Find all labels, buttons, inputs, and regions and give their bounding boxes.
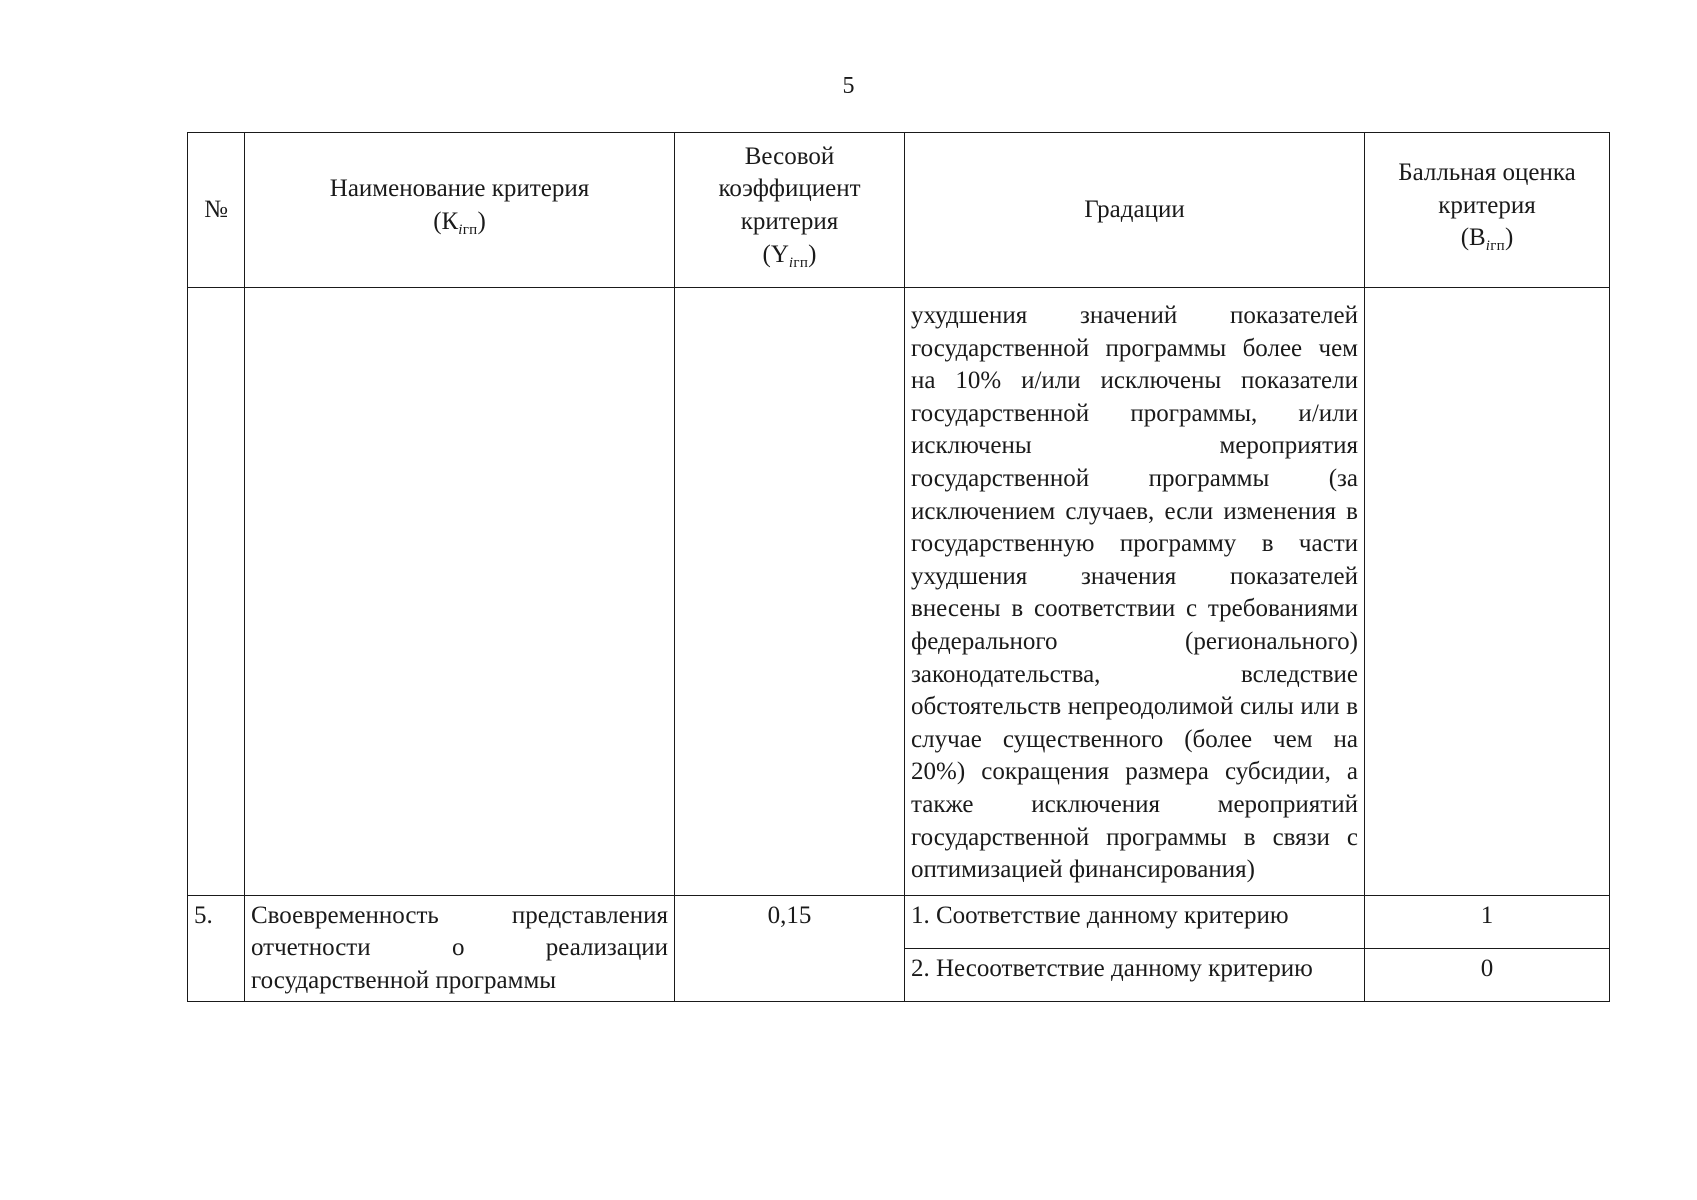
header-criterion-name-label: Наименование критерия [329, 175, 590, 203]
criterion-5-weight: 0,15 [675, 895, 905, 1002]
continuation-number-cell [188, 288, 245, 896]
table-header-row [188, 133, 1610, 288]
header-weight-symbol: $(Y_{iгп})$ [762, 240, 817, 271]
header-gradations [905, 133, 1365, 288]
header-number-label: № [204, 195, 228, 223]
table-row-criterion-5 [188, 895, 1610, 948]
page-number: 5 [842, 73, 855, 99]
header-weight [675, 133, 905, 288]
continuation-weight-cell [675, 288, 905, 896]
criterion-5-gradation-2: 2. Несоответствие данному критерию [905, 949, 1365, 1002]
header-number [188, 133, 245, 288]
criterion-5-gradation-1: 1. Соответствие данному критерию [905, 895, 1365, 948]
header-criterion-name-symbol: $(К_{iгп})$ [433, 208, 486, 238]
header-score-symbol: $(В_{iгп})$ [1460, 224, 1514, 255]
table-row-continuation [188, 288, 1610, 896]
header-weight-label: Весовой коэффициент критерия [718, 142, 861, 235]
continuation-name-cell [245, 288, 675, 896]
continuation-gradation-cell: ухудшения значений показателей государственной программы более чем на 10% и/или исключены показатели государственной программы, и/или исключены мероприятия государственной программы (за исключением случаев, если изменения в государственную программу в части ухудшения значения показателей внесены в соответствии с требованиями федерального (регионального) законодательства, вследствие обстоятельств непреодолимой силы или в случае существенного (более чем на 20%) сокращения размера субсидии, а также исключения мероприятий государственной программы в связи с оптимизацией финансирования) [905, 288, 1365, 896]
criteria-table [187, 132, 1610, 1002]
criterion-5-score-1: 1 [1365, 895, 1610, 948]
header-criterion-name [245, 133, 675, 288]
header-gradations-label: Градации [1084, 195, 1185, 223]
header-score-label: Балльная оценка критерия [1398, 159, 1576, 219]
header-score [1365, 133, 1610, 288]
criterion-5-score-2: 0 [1365, 949, 1610, 1002]
criterion-5-name: Своевременность представления отчетности о реализации государственной программы [245, 895, 675, 1002]
criterion-5-number: 5. [188, 895, 245, 1002]
continuation-score-cell [1365, 288, 1610, 896]
